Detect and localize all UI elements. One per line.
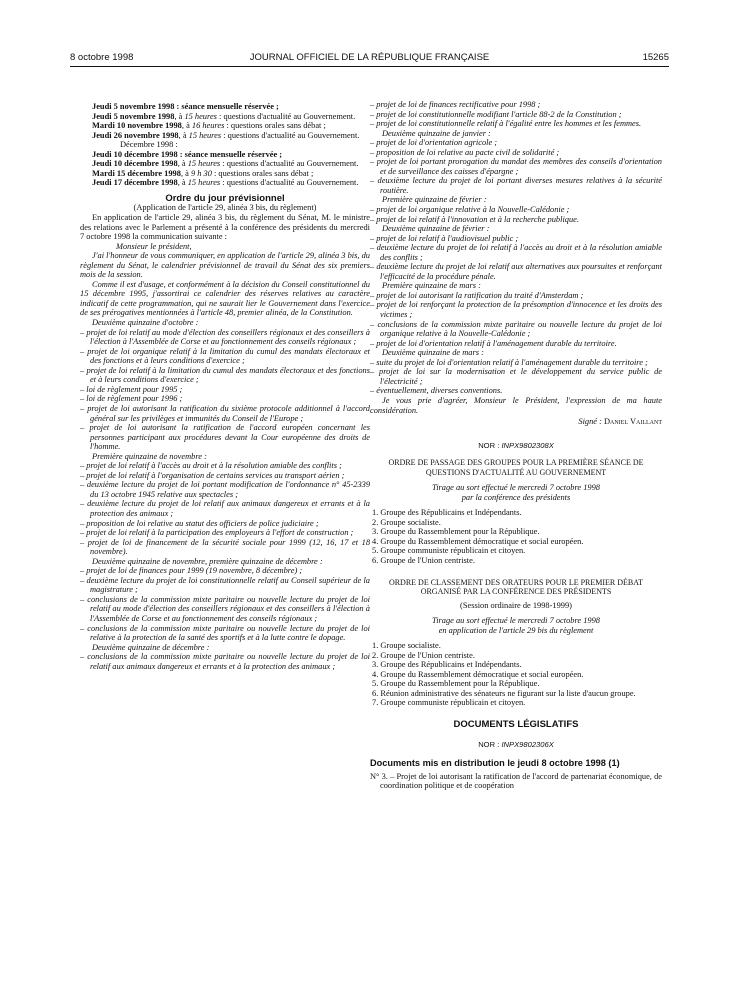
letter-paragraph: J'ai l'honneur de vous communiquer, en application de l'article 29, alinéa 3 bis, du règlement du Sénat, le calendrier prévisionnel de travail du Sénat des six premiers mois de la session. (80, 251, 370, 280)
list-item: – deuxième lecture du projet de loi portant diverses mesures relatives à la sécurité routière. (370, 176, 662, 195)
nor-reference: NOR : INPX9802308X (478, 440, 554, 450)
classement-session: (Session ordinaire de 1998-1999) (460, 600, 572, 610)
list-item: – projet de loi constitutionnelle modifiant l'article 88-2 de la Constitution ; (370, 109, 622, 119)
list-item: – deuxième lecture du projet de loi portant modification de l'ordonnance n° 45-2339 du 13 octobre 1945 relative aux spectacles ; (80, 480, 371, 499)
passage-title: ORDRE DE PASSAGE DES GROUPES POUR LA PREMIÈRE SÉANCE DE QUESTIONS D'ACTUALITÉ AU GOUVERNEMENT (388, 458, 644, 477)
period-heading: Première quinzaine de novembre : (92, 451, 207, 461)
list-item: – projet de loi autorisant la ratification du traité d'Amsterdam ; (370, 290, 584, 300)
period-list (370, 358, 662, 396)
list-item: – loi de règlement pour 1996 ; (80, 394, 183, 404)
ordre-title: Ordre du jour prévisionnel (165, 192, 285, 204)
list-item: 5. Groupe communiste républicain et citoyen. (372, 546, 526, 556)
list-item: – deuxième lecture du projet de loi relatif aux alternatives aux poursuites et renforçant l'efficacité de la procédure pénale. (370, 262, 663, 281)
list-item: – conclusions de la commission mixte paritaire ou nouvelle lecture du projet de loi relatif au mode d'élection des conseillers régionaux et des conseillers à l'élection à l'Assemblée de Corse et au fonctionnement des conseils régionaux ; (80, 594, 370, 623)
period-heading: Deuxième quinzaine de février : (382, 224, 490, 234)
period-list (370, 291, 662, 348)
intro-paragraph: En application de l'article 29, alinéa 3 bis, du règlement du Sénat, M. le ministre des relations avec le Parlement a présenté à la conférence des présidents du mercredi 7 octobre 1998 la communication suivante : (80, 213, 370, 242)
list-item: – projet de loi de finances pour 1999 (19 novembre, 8 décembre) ; (80, 566, 303, 576)
agenda-item: Jeudi 10 décembre 1998, à 15 heures : questions d'actualité au Gouvernement. (92, 159, 359, 169)
period-list (370, 138, 662, 195)
list-item: – projet de loi portant prorogation du mandat des membres des conseils d'orientation et de surveillance des caisses d'épargne ; (370, 157, 662, 176)
agenda-item: Jeudi 17 décembre 1998, à 15 heures : questions d'actualité au Gouvernement. (92, 178, 359, 188)
list-item: 4. Groupe du Rassemblement démocratique et social européen. (372, 669, 584, 679)
passage-subtitle: par la conférence des présidents (461, 492, 571, 502)
closing-formula: Je vous prie d'agréer, Monsieur le Président, l'expression de ma haute considération. (370, 395, 662, 415)
header-page-number: 15265 (642, 52, 669, 63)
list-item: – projet de loi autorisant la ratification de l'accord européen concernant les personnes participant aux procédures devant la Cour européenne des droits de l'homme. (80, 423, 371, 452)
list-item: – projet de loi organique relatif à la limitation du cumul des mandats électoraux et des fonctions et à leurs conditions d'exercice ; (80, 346, 371, 366)
list-item: – projet de loi relatif à l'audiovisuel public ; (370, 233, 519, 243)
period-heading: Deuxième quinzaine de janvier : (382, 128, 491, 138)
period-list (80, 461, 370, 556)
list-item: 4. Groupe du Rassemblement démocratique et social européen. (372, 536, 584, 546)
list-item: 1. Groupe des Républicains et Indépendants. (372, 508, 522, 518)
classement-title: ORDRE DE CLASSEMENT DES ORATEURS POUR LE PREMIER DÉBAT ORGANISÉ PAR LA CONFÉRENCE DES PRÉSIDENTS (388, 577, 644, 597)
period-list (370, 234, 662, 282)
list-item: – projet de loi renforçant la protection de la présomption d'innocence et les droits des victimes ; (370, 300, 663, 320)
period-list (80, 566, 370, 642)
period-list (80, 328, 370, 452)
period-list (370, 205, 662, 224)
list-item: – projet de loi sur la modernisation et le développement du service public de l'électricité ; (370, 367, 662, 386)
documents-title: DOCUMENTS LÉGISLATIFS (453, 718, 579, 730)
list-item: – deuxième lecture du projet de loi constitutionnelle relatif au Conseil supérieur de la magistrature ; (80, 575, 370, 595)
list-item: – loi de règlement pour 1995 ; (80, 384, 183, 394)
list-item: – projet de loi relatif à la limitation du cumul des mandats électoraux et des fonctions et à leurs conditions d'exercice ; (80, 365, 371, 385)
classement-subtitle: en application de l'article 29 bis du règlement (438, 625, 594, 635)
list-item: – conclusions de la commission mixte paritaire ou nouvelle lecture du projet de loi relatif aux animaux dangereux et errants et à la protection des animaux ; (80, 652, 370, 671)
list-item: – conclusions de la commission mixte paritaire ou nouvelle lecture du projet de loi relative à la protection de la santé des sportifs et à la lutte contre le dopage. (80, 623, 370, 643)
letter-paragraph: Comme il est d'usage, et conformément à la décision du Conseil constitutionnel du 15 décembre 1995, j'assortirai ce calendrier des réserves relatives au caractère indicatif de cette programmation, qui ne saurait lier le Gouvernement dans l'exercice de ses prérogatives mentionnées à l'article 48, premier alinéa, de la Constitution. (80, 279, 370, 318)
list-item: – proposition de loi relative au pacte civil de solidarité ; (370, 147, 560, 157)
header-rule (70, 66, 669, 67)
period-heading: Deuxième quinzaine d'octobre : (92, 318, 199, 328)
left-column (80, 102, 370, 671)
list-item: – projet de loi relatif au mode d'élection des conseillers régionaux et des conseillers à l'élection à l'Assemblée de Corse et au fonctionnement des conseils régionaux ; (80, 327, 370, 347)
list-item: 2. Groupe de l'Union centriste. (372, 650, 475, 660)
distribution-title: Documents mis en distribution le jeudi 8 octobre 1998 (1) (370, 758, 620, 769)
agenda-item: Jeudi 5 novembre 1998, à 15 heures : questions d'actualité au Gouvernement. (92, 111, 356, 121)
list-item: – éventuellement, diverses conventions. (370, 386, 503, 396)
list-item: 7. Groupe communiste républicain et citoyen. (372, 698, 526, 708)
ordre-subtitle: (Application de l'article 29, alinéa 3 bis, du règlement) (133, 203, 317, 213)
right-column (370, 100, 662, 791)
list-item: – suite du projet de loi d'orientation relatif à l'aménagement durable du territoire ; (370, 357, 648, 367)
period-heading: Deuxième quinzaine de mars : (382, 348, 484, 358)
list-item: – projet de loi autorisant la ratification du sixième protocole additionnel à l'accord général sur les privilèges et immunités du Conseil de l'Europe ; (80, 403, 370, 423)
list-item: 2. Groupe socialiste. (372, 517, 441, 527)
agenda-item: Jeudi 26 novembre 1998, à 15 heures : questions d'actualité au Gouvernement. (92, 130, 360, 140)
period-heading: Deuxième quinzaine de décembre : (92, 642, 210, 652)
list-item: – deuxième lecture du projet de loi relatif à l'accès au droit et à la résolution amiable des conflits ; (370, 243, 663, 262)
list-item: 6. Groupe de l'Union centriste. (372, 555, 475, 565)
nor-reference: NOR : INPX9802306X (478, 739, 554, 749)
list-item: 3. Groupe du Rassemblement pour la République. (372, 527, 540, 537)
agenda-item: Jeudi 10 décembre 1998 : séance mensuelle réservée ; (92, 149, 283, 159)
list-item: 3. Groupe des Républicains et Indépendants. (372, 660, 522, 670)
signature: Signé : Daniel Vaillant (578, 417, 662, 427)
list-item: 1. Groupe socialiste. (372, 641, 441, 651)
agenda-item: Mardi 10 novembre 1998, à 16 heures : questions orales sans débat ; (92, 121, 326, 131)
list-item: – deuxième lecture du projet de loi relatif aux animaux dangereux et errants et à la protection des animaux ; (80, 499, 370, 518)
list-item: – projet de loi relatif à l'innovation et à la recherche publique. (370, 214, 579, 224)
passage-list (370, 508, 662, 565)
list-item: – projet de loi relatif à l'organisation de certains services au transport aérien ; (80, 470, 345, 480)
period-heading: Première quinzaine de mars : (382, 281, 481, 291)
agenda-item: Mardi 15 décembre 1998, à 9 h 30 : questions orales sans débat ; (92, 168, 314, 178)
header-journal-title: JOURNAL OFFICIEL DE LA RÉPUBLIQUE FRANÇAISE (249, 52, 490, 63)
list-item: – projet de loi relatif à la participation des employeurs à l'effort de construction ; (80, 528, 354, 538)
list-item: – projet de loi d'orientation relatif à l'aménagement durable du territoire. (370, 338, 617, 348)
period-heading: Deuxième quinzaine de novembre, première quinzaine de décembre : (92, 556, 323, 566)
list-item: – projet de loi constitutionnelle relatif à l'égalité entre les hommes et les femmes. (370, 119, 642, 129)
list-item: 5. Groupe du Rassemblement pour la République. (372, 679, 540, 689)
list-item: – projet de loi de finances rectificative pour 1998 ; (370, 100, 541, 109)
document-entry: N° 3. – Projet de loi autorisant la ratification de l'accord de partenariat économique, de coordination politique et de coopération (370, 771, 662, 791)
classement-subtitle: Tirage au sort effectué le mercredi 7 octobre 1998 (432, 616, 600, 626)
list-item: – projet de loi d'orientation agricole ; (370, 138, 498, 148)
list-item: – projet de loi organique relative à la Nouvelle-Calédonie ; (370, 205, 570, 215)
classement-list (370, 641, 662, 708)
header-date: 8 octobre 1998 (70, 52, 134, 63)
list-item: 6. Réunion administrative des sénateurs ne figurant sur la liste d'aucun groupe. (372, 688, 636, 698)
list-item: – projet de loi relatif à l'accès au droit et à la résolution amiable des conflits ; (80, 461, 342, 471)
period-list (80, 652, 370, 671)
list-item: – projet de loi de financement de la sécurité sociale pour 1999 (12, 16, 17 et 18 novembre). (80, 537, 371, 557)
month-heading: Décembre 1998 : (120, 140, 178, 150)
salutation: Monsieur le président, (116, 241, 192, 251)
period-heading: Première quinzaine de février : (382, 195, 487, 205)
list-item: – conclusions de la commission mixte paritaire ou nouvelle lecture du projet de loi organique relative à la Nouvelle-Calédonie ; (370, 319, 662, 339)
list-item: – proposition de loi relative au statut des officiers de police judiciaire ; (80, 518, 319, 528)
passage-subtitle: Tirage au sort effectué le mercredi 7 octobre 1998 (432, 483, 600, 493)
period-list (370, 100, 662, 129)
agenda-item: Jeudi 5 novembre 1998 : séance mensuelle réservée ; (92, 102, 279, 111)
